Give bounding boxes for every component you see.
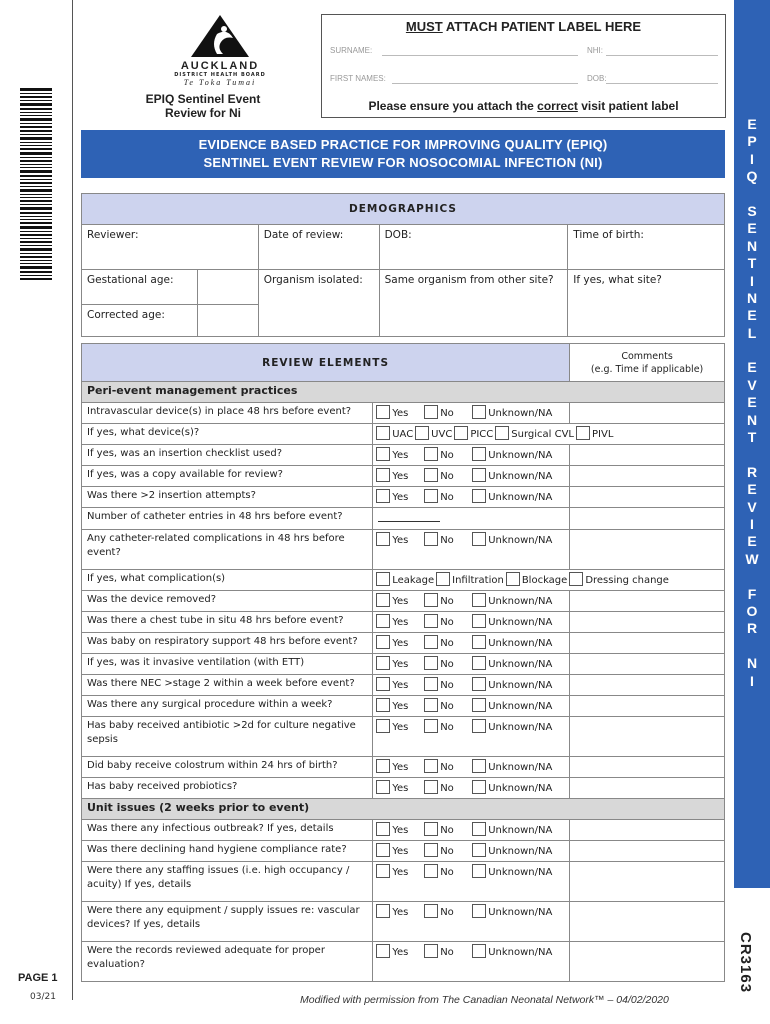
nhi-label: NHI: xyxy=(587,46,603,55)
checkbox[interactable] xyxy=(424,698,438,712)
options-q2 xyxy=(373,424,725,445)
comment-field[interactable] xyxy=(570,612,725,633)
first-names-label: FIRST NAMES: xyxy=(330,74,386,83)
checkbox[interactable] xyxy=(376,843,390,857)
comment-field[interactable] xyxy=(570,902,725,942)
checkbox[interactable] xyxy=(376,904,390,918)
question-q8: If yes, what complication(s) xyxy=(82,570,373,591)
checkbox[interactable] xyxy=(376,489,390,503)
dob-label: DOB: xyxy=(587,74,607,83)
time-of-birth-field[interactable]: Time of birth: xyxy=(568,225,725,270)
unknown-option[interactable]: Unknown/NA xyxy=(472,405,552,421)
comment-field[interactable] xyxy=(570,862,725,902)
label-instruction: Please ensure you attach the correct visit patient label xyxy=(368,99,679,113)
patient-label-box[interactable] xyxy=(321,14,726,118)
no-option[interactable]: No xyxy=(424,780,470,796)
side-letter: R xyxy=(746,463,758,480)
side-letter: S xyxy=(747,202,757,219)
question-q16: Did baby receive colostrum within 24 hrs of birth? xyxy=(82,757,373,778)
yes-option[interactable]: Yes xyxy=(376,593,422,609)
same-organism-field[interactable]: Same organism from other site? xyxy=(379,270,568,337)
no-option[interactable]: No xyxy=(424,656,470,672)
side-letter: Q xyxy=(746,168,758,185)
checkbox[interactable] xyxy=(376,468,390,482)
footer-credit: Modified with permission from The Canadian Neonatal Network™ – 04/02/2020 xyxy=(300,994,669,1006)
section-peri-event: Peri-event management practices xyxy=(82,382,725,403)
side-letter: V xyxy=(747,376,757,393)
checkbox[interactable] xyxy=(495,426,509,440)
side-letter: I xyxy=(750,515,754,532)
unknown-option[interactable]: Unknown/NA xyxy=(472,780,552,796)
question-q13: Was there NEC >stage 2 within a week before event? xyxy=(82,675,373,696)
comment-field[interactable] xyxy=(570,675,725,696)
dob-field[interactable]: DOB: xyxy=(379,225,568,270)
review-elements-table xyxy=(81,343,725,982)
unknown-option[interactable]: Unknown/NA xyxy=(472,944,552,960)
title-banner: EVIDENCE BASED PRACTICE FOR IMPROVING QUALITY (EPIQ) SENTINEL EVENT REVIEW FOR NOSOCOMIAL INFECTION (NI) xyxy=(81,130,725,178)
barcode xyxy=(20,88,52,324)
left-margin-rule xyxy=(72,0,73,1000)
options-u3 xyxy=(373,862,570,902)
side-letter xyxy=(734,186,770,203)
checkbox[interactable] xyxy=(376,593,390,607)
question-q15: Has baby received antibiotic >2d for culture negative sepsis xyxy=(82,717,373,757)
no-option[interactable]: No xyxy=(424,489,470,505)
checkbox[interactable] xyxy=(472,405,486,419)
checkbox[interactable] xyxy=(472,719,486,733)
checkbox[interactable] xyxy=(424,447,438,461)
no-option[interactable]: No xyxy=(424,468,470,484)
side-letter: W xyxy=(745,550,759,567)
side-letter: N xyxy=(746,289,758,306)
page-date: 03/21 xyxy=(30,992,56,1002)
no-option[interactable]: No xyxy=(424,904,470,920)
checkbox[interactable] xyxy=(424,780,438,794)
yes-option[interactable]: Yes xyxy=(376,719,422,735)
side-letter: T xyxy=(747,255,757,272)
unknown-option[interactable]: Unknown/NA xyxy=(472,593,552,609)
complication-option[interactable]: Leakage xyxy=(376,572,434,588)
form-title: EPIQ Sentinel Event Review for Ni xyxy=(145,92,261,120)
yes-option[interactable]: Yes xyxy=(376,656,422,672)
unknown-option[interactable]: Unknown/NA xyxy=(472,822,552,838)
checkbox[interactable] xyxy=(424,489,438,503)
form-code: CR3163 xyxy=(737,932,754,994)
checkbox[interactable] xyxy=(424,532,438,546)
no-option[interactable]: No xyxy=(424,593,470,609)
no-option[interactable]: No xyxy=(424,719,470,735)
options-q3 xyxy=(373,445,570,466)
question-u1: Was there any infectious outbreak? If yes, details xyxy=(82,820,373,841)
no-option[interactable]: No xyxy=(424,532,470,548)
comment-field[interactable] xyxy=(570,530,725,570)
checkbox[interactable] xyxy=(472,780,486,794)
checkbox[interactable] xyxy=(472,468,486,482)
checkbox[interactable] xyxy=(472,944,486,958)
side-letter: N xyxy=(746,411,758,428)
comment-field[interactable] xyxy=(570,757,725,778)
question-q12: If yes, was it invasive ventilation (with ETT) xyxy=(82,654,373,675)
no-option[interactable]: No xyxy=(424,677,470,693)
checkbox[interactable] xyxy=(424,468,438,482)
checkbox[interactable] xyxy=(376,759,390,773)
side-letter xyxy=(734,638,770,655)
comment-field[interactable] xyxy=(570,654,725,675)
checkbox[interactable] xyxy=(472,614,486,628)
side-letter: P xyxy=(747,133,757,150)
comments-heading: Comments (e.g. Time if applicable) xyxy=(570,344,725,382)
checkbox[interactable] xyxy=(472,864,486,878)
gestational-age-label: Gestational age: xyxy=(82,270,198,305)
comment-field[interactable] xyxy=(570,696,725,717)
side-letter: I xyxy=(750,672,754,689)
checkbox[interactable] xyxy=(376,944,390,958)
adhb-logo xyxy=(150,14,290,87)
review-heading: REVIEW ELEMENTS xyxy=(82,344,570,382)
question-u3: Were there any staffing issues (i.e. high occupancy / acuity) If yes, details xyxy=(82,862,373,902)
side-letter: N xyxy=(746,655,758,672)
options-u2 xyxy=(373,841,570,862)
options-q12 xyxy=(373,654,570,675)
demographics-heading: DEMOGRAPHICS xyxy=(82,194,725,225)
options-q13 xyxy=(373,675,570,696)
options-q5 xyxy=(373,487,570,508)
checkbox[interactable] xyxy=(424,904,438,918)
yes-option[interactable]: Yes xyxy=(376,904,422,920)
unknown-option[interactable]: Unknown/NA xyxy=(472,468,552,484)
yes-option[interactable]: Yes xyxy=(376,822,422,838)
yes-option[interactable]: Yes xyxy=(376,698,422,714)
comment-field[interactable] xyxy=(570,942,725,982)
unknown-option[interactable]: Unknown/NA xyxy=(472,447,552,463)
side-letter: O xyxy=(746,602,758,619)
side-letter: E xyxy=(747,220,757,237)
side-letter: R xyxy=(746,620,758,637)
unknown-option[interactable]: Unknown/NA xyxy=(472,759,552,775)
comment-field[interactable] xyxy=(570,778,725,799)
yes-option[interactable]: Yes xyxy=(376,532,422,548)
side-letter: E xyxy=(747,394,757,411)
checkbox[interactable] xyxy=(472,759,486,773)
options-u1 xyxy=(373,820,570,841)
checkbox[interactable] xyxy=(472,447,486,461)
checkbox[interactable] xyxy=(376,426,390,440)
checkbox[interactable] xyxy=(472,593,486,607)
checkbox[interactable] xyxy=(376,532,390,546)
comment-field[interactable] xyxy=(570,717,725,757)
yes-option[interactable]: Yes xyxy=(376,489,422,505)
unknown-option[interactable]: Unknown/NA xyxy=(472,532,552,548)
options-q10 xyxy=(373,612,570,633)
label-heading: MUST ATTACH PATIENT LABEL HERE xyxy=(405,19,642,34)
no-option[interactable]: No xyxy=(424,944,470,960)
section-unit-issues: Unit issues (2 weeks prior to event) xyxy=(82,799,725,820)
checkbox[interactable] xyxy=(376,822,390,836)
question-q2: If yes, what device(s)? xyxy=(82,424,373,445)
side-letter: E xyxy=(747,359,757,376)
complication-option[interactable]: Dressing change xyxy=(569,572,669,588)
org-name: AUCKLAND xyxy=(180,60,260,72)
checkbox[interactable] xyxy=(424,944,438,958)
complication-option[interactable]: Infiltration xyxy=(436,572,504,588)
checkbox[interactable] xyxy=(424,614,438,628)
unknown-option[interactable]: Unknown/NA xyxy=(472,677,552,693)
checkbox[interactable] xyxy=(376,780,390,794)
yes-option[interactable]: Yes xyxy=(376,447,422,463)
org-subtitle: DISTRICT HEALTH BOARD xyxy=(174,72,266,78)
complication-option[interactable]: Blockage xyxy=(506,572,568,588)
checkbox[interactable] xyxy=(424,656,438,670)
options-q6 xyxy=(373,508,570,530)
unknown-option[interactable]: Unknown/NA xyxy=(472,864,552,880)
yes-option[interactable]: Yes xyxy=(376,468,422,484)
yes-option[interactable]: Yes xyxy=(376,843,422,859)
question-q4: If yes, was a copy available for review? xyxy=(82,466,373,487)
yes-option[interactable]: Yes xyxy=(376,944,422,960)
question-u5: Were the records reviewed adequate for proper evaluation? xyxy=(82,942,373,982)
checkbox[interactable] xyxy=(472,843,486,857)
side-letter: E xyxy=(747,481,757,498)
side-letter xyxy=(734,446,770,463)
reviewer-field[interactable]: Reviewer: xyxy=(82,225,259,270)
question-u2: Was there declining hand hygiene compliance rate? xyxy=(82,841,373,862)
no-option[interactable]: No xyxy=(424,635,470,651)
checkbox[interactable] xyxy=(376,677,390,691)
checkbox[interactable] xyxy=(472,677,486,691)
date-of-review-field[interactable]: Date of review: xyxy=(258,225,379,270)
side-letter: E xyxy=(747,116,757,132)
yes-option[interactable]: Yes xyxy=(376,780,422,796)
no-option[interactable]: No xyxy=(424,864,470,880)
organism-isolated-field[interactable]: Organism isolated: xyxy=(258,270,379,337)
device-option[interactable]: PIVL xyxy=(576,426,613,442)
question-q11: Was baby on respiratory support 48 hrs before event? xyxy=(82,633,373,654)
no-option[interactable]: No xyxy=(424,405,470,421)
yes-option[interactable]: Yes xyxy=(376,759,422,775)
no-option[interactable]: No xyxy=(424,614,470,630)
checkbox[interactable] xyxy=(424,843,438,857)
side-letter: V xyxy=(747,498,757,515)
device-option[interactable]: Surgical CVL xyxy=(495,426,574,442)
options-q11 xyxy=(373,633,570,654)
device-option[interactable]: PICC xyxy=(454,426,493,442)
side-letter xyxy=(734,342,770,359)
side-letter: L xyxy=(747,324,757,341)
unknown-option[interactable]: Unknown/NA xyxy=(472,656,552,672)
checkbox[interactable] xyxy=(424,593,438,607)
checkbox[interactable] xyxy=(376,635,390,649)
yes-option[interactable]: Yes xyxy=(376,614,422,630)
checkbox[interactable] xyxy=(376,614,390,628)
comment-field[interactable] xyxy=(570,445,725,466)
checkbox[interactable] xyxy=(576,426,590,440)
options-q8 xyxy=(373,570,725,591)
options-u4 xyxy=(373,902,570,942)
question-q1: Intravascular device(s) in place 48 hrs before event? xyxy=(82,403,373,424)
yes-option[interactable]: Yes xyxy=(376,677,422,693)
checkbox[interactable] xyxy=(376,572,390,586)
options-q9 xyxy=(373,591,570,612)
checkbox[interactable] xyxy=(424,677,438,691)
device-option[interactable]: UAC xyxy=(376,426,413,442)
checkbox[interactable] xyxy=(506,572,520,586)
checkbox[interactable] xyxy=(472,532,486,546)
surname-label: SURNAME: xyxy=(330,46,373,55)
checkbox[interactable] xyxy=(376,719,390,733)
question-q14: Was there any surgical procedure within a week? xyxy=(82,696,373,717)
checkbox[interactable] xyxy=(424,822,438,836)
side-letter xyxy=(734,568,770,585)
unknown-option[interactable]: Unknown/NA xyxy=(472,904,552,920)
checkbox[interactable] xyxy=(376,698,390,712)
checkbox[interactable] xyxy=(454,426,468,440)
checkbox[interactable] xyxy=(376,656,390,670)
side-letter: F xyxy=(747,585,757,602)
question-q17: Has baby received probiotics? xyxy=(82,778,373,799)
comment-field[interactable] xyxy=(570,466,725,487)
comment-field[interactable] xyxy=(570,487,725,508)
adhb-logo-mark xyxy=(190,14,250,58)
side-letter: E xyxy=(747,533,757,550)
side-letter: T xyxy=(747,429,757,446)
question-q9: Was the device removed? xyxy=(82,591,373,612)
checkbox[interactable] xyxy=(424,635,438,649)
options-q4 xyxy=(373,466,570,487)
checkbox[interactable] xyxy=(376,864,390,878)
no-option[interactable]: No xyxy=(424,759,470,775)
checkbox[interactable] xyxy=(424,405,438,419)
comment-field[interactable] xyxy=(570,508,725,530)
options-q7 xyxy=(373,530,570,570)
options-q15 xyxy=(373,717,570,757)
question-q5: Was there >2 insertion attempts? xyxy=(82,487,373,508)
unknown-option[interactable]: Unknown/NA xyxy=(472,614,552,630)
question-q6: Number of catheter entries in 48 hrs before event? xyxy=(82,508,373,530)
no-option[interactable]: No xyxy=(424,698,470,714)
options-q1 xyxy=(373,403,570,424)
checkbox[interactable] xyxy=(415,426,429,440)
comment-field[interactable] xyxy=(570,633,725,654)
checkbox[interactable] xyxy=(424,759,438,773)
checkbox[interactable] xyxy=(472,635,486,649)
checkbox[interactable] xyxy=(376,447,390,461)
no-option[interactable]: No xyxy=(424,447,470,463)
catheter-entries-input[interactable] xyxy=(378,510,440,522)
no-option[interactable]: No xyxy=(424,822,470,838)
side-letter: E xyxy=(747,307,757,324)
comment-field[interactable] xyxy=(570,403,725,424)
options-q16 xyxy=(373,757,570,778)
unknown-option[interactable]: Unknown/NA xyxy=(472,843,552,859)
side-letter: I xyxy=(750,150,754,167)
checkbox[interactable] xyxy=(472,698,486,712)
comment-field[interactable] xyxy=(570,591,725,612)
corrected-age-label: Corrected age: xyxy=(82,305,198,337)
unknown-option[interactable]: Unknown/NA xyxy=(472,635,552,651)
checkbox[interactable] xyxy=(472,904,486,918)
question-u4: Were there any equipment / supply issues re: vascular devices? If yes, details xyxy=(82,902,373,942)
checkbox[interactable] xyxy=(472,822,486,836)
page-number: PAGE 1 xyxy=(18,972,58,984)
no-option[interactable]: No xyxy=(424,843,470,859)
other-site-field[interactable]: If yes, what site? xyxy=(568,270,725,337)
side-title-vertical xyxy=(734,116,770,690)
question-q3: If yes, was an insertion checklist used? xyxy=(82,445,373,466)
unknown-option[interactable]: Unknown/NA xyxy=(472,489,552,505)
checkbox[interactable] xyxy=(424,864,438,878)
side-letter: I xyxy=(750,272,754,289)
unknown-option[interactable]: Unknown/NA xyxy=(472,719,552,735)
question-q7: Any catheter-related complications in 48 hrs before event? xyxy=(82,530,373,570)
yes-option[interactable]: Yes xyxy=(376,864,422,880)
side-letter: N xyxy=(746,237,758,254)
checkbox[interactable] xyxy=(436,572,450,586)
checkbox[interactable] xyxy=(472,656,486,670)
yes-option[interactable]: Yes xyxy=(376,635,422,651)
question-q10: Was there a chest tube in situ 48 hrs before event? xyxy=(82,612,373,633)
checkbox[interactable] xyxy=(376,405,390,419)
device-option[interactable]: UVC xyxy=(415,426,452,442)
options-q14 xyxy=(373,696,570,717)
options-u5 xyxy=(373,942,570,982)
comment-field[interactable] xyxy=(570,820,725,841)
corrected-age-field[interactable] xyxy=(197,305,258,337)
unknown-option[interactable]: Unknown/NA xyxy=(472,698,552,714)
gestational-age-field[interactable] xyxy=(197,270,258,305)
checkbox[interactable] xyxy=(424,719,438,733)
demographics-table xyxy=(81,193,725,337)
yes-option[interactable]: Yes xyxy=(376,405,422,421)
checkbox[interactable] xyxy=(472,489,486,503)
options-q17 xyxy=(373,778,570,799)
comment-field[interactable] xyxy=(570,841,725,862)
checkbox[interactable] xyxy=(569,572,583,586)
org-motto: Te Toka Tumai xyxy=(183,78,257,87)
